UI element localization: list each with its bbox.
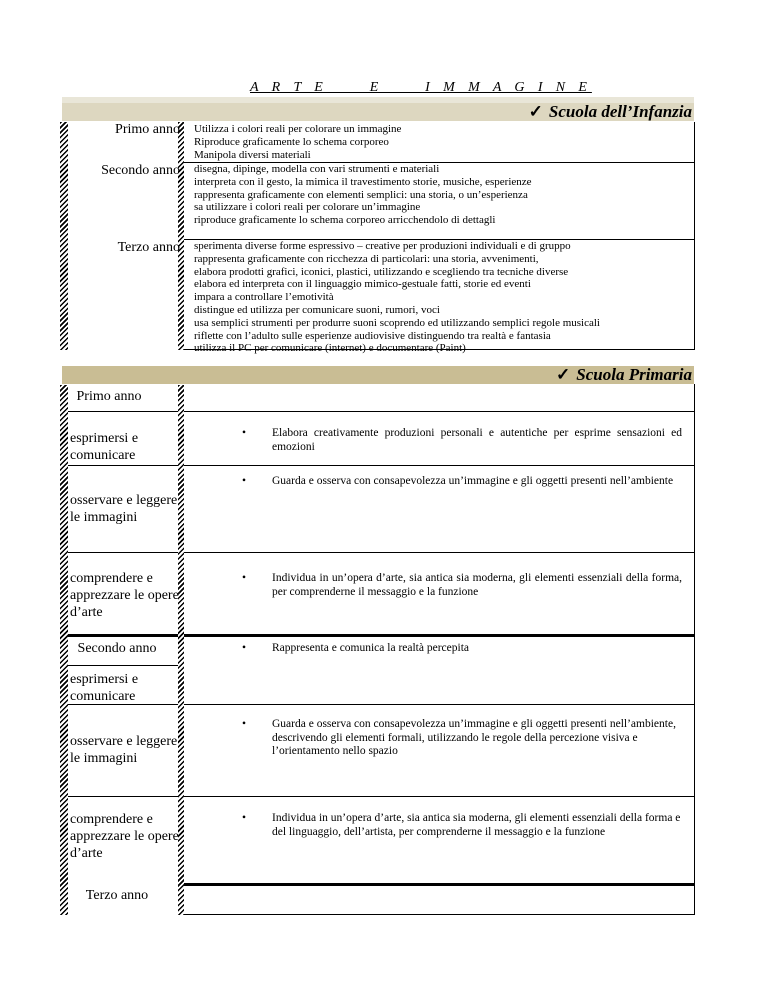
objective-line: elabora prodotti grafici, iconici, plastici, utilizzando e scegliendo tra tecniche diverse xyxy=(194,265,569,278)
primo-area-2-label: osservare e leggere le immagini xyxy=(70,493,178,525)
inner-hatched-rail xyxy=(178,122,184,350)
infanzia-heading: ✓ Scuola dell’Infanzia xyxy=(528,102,692,121)
objective-text: Elabora creativamente produzioni personali e autentiche per esprime sensazioni ed emozioni xyxy=(272,427,682,453)
infanzia-year-3-objectives xyxy=(194,240,600,355)
year-divider xyxy=(184,634,695,637)
primo-row-3-objective xyxy=(242,572,682,599)
left-hatched-rail xyxy=(60,122,68,350)
checkmark-icon: ✓ xyxy=(528,102,543,121)
row-divider xyxy=(184,796,694,797)
primaria-secondo-label: Secondo anno xyxy=(77,641,157,656)
objective-line: interpreta con il gesto, la mimica il travestimento storie, musiche, esperienze xyxy=(194,175,532,188)
secondo-row-3-objective xyxy=(242,812,682,839)
year-divider xyxy=(184,883,695,886)
objective-line: disegna, dipinge, modella con vari strumenti e materiali xyxy=(194,163,440,175)
primaria-heading: ✓ Scuola Primaria xyxy=(556,365,692,384)
row-divider xyxy=(68,552,178,553)
objective-line: distingue ed utilizza per comunicare suoni, rumori, voci xyxy=(194,303,440,316)
secondo-row-2-objective xyxy=(242,718,682,759)
objective-line: elabora ed interpreta con il linguaggio mimico-gestuale fatti, storie ed eventi xyxy=(194,278,531,291)
infanzia-year-1-objectives xyxy=(194,123,401,161)
objective-line: sperimenta diverse forme espressivo – creative per produzioni individuali e di gruppo xyxy=(194,240,571,252)
objective-line: rappresenta graficamente con ricchezza di particolari: una storia, avvenimenti, xyxy=(194,252,539,265)
infanzia-year-1-label: Primo anno xyxy=(115,122,180,137)
objective-text: Guarda e osserva con consapevolezza un’immagine e gli oggetti presenti nell’ambiente, descrivendo gli elementi formali, utilizzando le regole della percezione visiva e l’orientamento nello spazio xyxy=(272,718,676,757)
objective-line: impara a controllare l’emotività xyxy=(194,291,334,304)
checkmark-icon: ✓ xyxy=(556,365,571,384)
right-border xyxy=(694,122,695,350)
bullet-icon: • xyxy=(242,642,247,654)
objective-line: utilizza il PC per comunicare (internet) e documentare (Paint) xyxy=(194,342,466,355)
row-divider xyxy=(184,552,694,553)
row-divider xyxy=(68,665,178,666)
objective-text: Individua in un’opera d’arte, sia antica sia moderna, gli elementi essenziali della forma e del linguaggio, dell’artista, per comprenderne il messaggio e la funzione xyxy=(272,812,681,838)
infanzia-year-3-label: Terzo anno xyxy=(117,240,180,255)
document-title: A R T E E I M M A G I N E xyxy=(250,80,592,95)
secondo-area-2-label: osservare e leggere le immagini xyxy=(70,734,178,766)
bullet-icon: • xyxy=(242,572,247,584)
bullet-icon: • xyxy=(242,427,247,439)
row-divider xyxy=(68,704,178,705)
row-divider xyxy=(68,796,178,797)
right-border xyxy=(694,384,695,915)
objective-line: Utilizza i colori reali per colorare un immagine xyxy=(194,123,402,135)
bullet-icon: • xyxy=(242,812,247,824)
row-divider xyxy=(184,411,694,412)
primaria-terzo-label: Terzo anno xyxy=(85,888,149,903)
row-divider xyxy=(184,704,694,705)
objective-line: riproduce graficamente lo schema corporeo arricchendolo di dettagli xyxy=(194,214,496,227)
objective-line: sa utilizzare i colori reali per colorare un’immagine xyxy=(194,201,421,214)
year-divider xyxy=(68,634,178,637)
bullet-icon: • xyxy=(242,718,247,730)
objective-line: usa semplici strumenti per produrre suoni scoprendo ed utilizzando semplici regole musicali xyxy=(194,316,600,329)
primo-row-1-objective xyxy=(242,427,682,454)
secondo-area-3-label: comprendere e apprezzare le opere d’arte xyxy=(70,812,179,861)
secondo-area-1-label: esprimersi e comunicare xyxy=(70,672,139,704)
objective-line: Riproduce graficamente lo schema corporeo xyxy=(194,135,389,148)
objective-text: Rappresenta e comunica la realtà percepita xyxy=(272,642,469,654)
secondo-first-objective xyxy=(242,642,682,656)
primaria-primo-label: Primo anno xyxy=(76,389,142,404)
objective-text: Guarda e osserva con consapevolezza un’immagine e gli oggetti presenti nell’ambiente xyxy=(272,475,674,487)
objective-line: Manipola diversi materiali xyxy=(194,148,311,161)
infanzia-year-2-objectives xyxy=(194,163,532,227)
primo-row-2-objective xyxy=(242,475,682,489)
bullet-icon: • xyxy=(242,475,247,487)
objective-line: riflette con l’adulto sulle esperienze audiovisive distinguendo tra realtà e fantasia xyxy=(194,329,551,342)
table-bottom-border xyxy=(184,914,695,915)
row-divider xyxy=(184,465,694,466)
row-divider xyxy=(68,411,178,412)
infanzia-year-2-label: Secondo anno xyxy=(101,163,180,178)
primo-area-3-label: comprendere e apprezzare le opere d’arte xyxy=(70,571,179,620)
row-divider xyxy=(68,465,178,466)
objective-text: Individua in un’opera d’arte, sia antica sia moderna, gli elementi essenziali della forma, per comprenderne il messaggio e la funzione xyxy=(272,572,682,598)
objective-line: rappresenta graficamente con elementi semplici: una storia, o un’esperienza xyxy=(194,188,528,201)
primo-area-1-label: esprimersi e comunicare xyxy=(70,431,139,463)
